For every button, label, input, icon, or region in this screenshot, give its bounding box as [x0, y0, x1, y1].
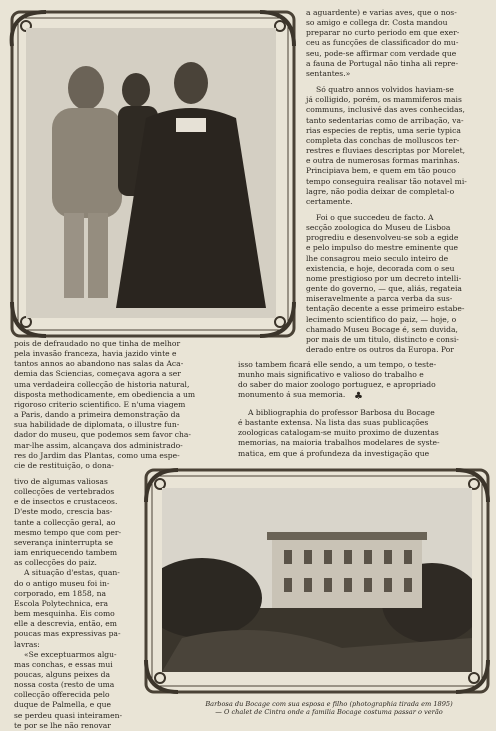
text-line: tantos annos ao abandono nas salas da Aca- [14, 359, 184, 369]
text-line: sentantes.» [306, 68, 351, 78]
text-line: mesmo tempo que com per- [14, 527, 122, 537]
text-line: preparar no curto periodo em que exer- [306, 28, 460, 38]
text-line: seu, pode-se affirmar com verdade que [306, 48, 457, 58]
text-line: rias especies de reptis, uma serie typica [306, 125, 461, 135]
text-line: a aguardente) e varias aves, que o nos- [306, 8, 457, 17]
text-line: collecções de vertebrados [14, 487, 115, 497]
bibliography-paragraph [238, 408, 490, 459]
text-line: ceu as funcções de classificador do mu- [306, 38, 459, 48]
text-line: matica, em que á profundeza da investigação que [238, 448, 430, 458]
text-line: mas conchas, e essas mui [14, 659, 113, 669]
text-line: Escola Polytechnica, era [14, 598, 108, 608]
text-line: certamente. [306, 196, 353, 206]
text-line: uma verdadeira collecção de historia natural, [14, 379, 190, 389]
text-line: tentação decente a esse primeiro estabe- [306, 304, 465, 314]
left-column-lower-text [14, 477, 134, 731]
text-line: rigoroso criterio scientifico. E n'uma viagem [14, 399, 186, 409]
text-line: disposta methodicamente, em obediencia a um [14, 389, 196, 399]
text-line: sua habilidade de diplomata, o illustre fun- [14, 420, 180, 430]
text-line: lhe consagrou meio seculo inteiro de [306, 253, 449, 263]
text-line: te por se lhe não renovar [14, 720, 111, 730]
caption-line-2: — O chalet de Cintra onde a familia Bocage costuma passar o verão [215, 708, 443, 716]
text-line: Principiava bem, e quem em tão pouco [306, 166, 456, 176]
text-line: Só quatro annos volvidos haviam-se [316, 85, 454, 95]
text-line: collecção offerecida pelo [14, 690, 110, 700]
text-line: tivo de algumas valiosas [14, 477, 108, 486]
right-column-mid-text [238, 360, 490, 401]
text-line: duque de Palmella, e que [14, 700, 111, 710]
text-line: iam enriquecendo tambem [14, 548, 118, 558]
text-line: chamado Museu Bocage é, sem duvida, [306, 324, 458, 334]
text-line: tempo conseguira realisar tão notavel mi- [306, 176, 467, 186]
text-line: nome prestigioso por um decreto intelli- [306, 273, 462, 283]
text-line: so amigo e collega dr. Costa mandou [306, 18, 448, 28]
left-column-upper-text [14, 339, 218, 471]
right-column-top-text [306, 8, 490, 355]
text-line: munho mais significativo e valioso do trabalho e [238, 370, 424, 380]
text-line: res do Jardim das Plantas, como uma espe- [14, 450, 180, 460]
text-line: mar-lhe assim, alcançava dos administrado- [14, 440, 183, 450]
text-line: pois de defraudado no que tinha de melhor [14, 339, 181, 348]
text-line: e pelo impulso do mestre eminente que [306, 243, 459, 253]
text-line: pela invasão franceza, havia jazido vinte e [14, 349, 177, 359]
text-line: derado entre os outros da Europa. Por [306, 345, 454, 354]
text-line: corporado, em 1858, na [14, 588, 106, 598]
text-line: miseravelmente a parca verba da sus- [306, 294, 453, 304]
text-line: memorias, na maioria trabalhos modelares de syste- [238, 438, 440, 448]
text-line: isso tambem ficará elle sendo, a um tempo, o teste- [238, 360, 437, 369]
text-line: «Se exceptuarmos algu- [24, 649, 117, 659]
text-line: bem mesquinha. Eis como [14, 609, 115, 619]
text-line: communs, inclusivé das aves conhecidas, [306, 105, 465, 115]
text-line: lavras: [14, 639, 40, 649]
text-line: existencia, e hoje, decorada com o seu [306, 263, 455, 273]
text-line: Foi o que succedeu de facto. A [316, 212, 434, 222]
text-line: e de insectos e crustaceos. [14, 497, 118, 507]
text-line: restres e fluviaes descriptas por Morelet, [306, 146, 466, 156]
text-line: por mais de um titulo, distincto e consi- [306, 334, 459, 344]
text-line: tanto sedentarias como de arribação, va- [306, 115, 464, 125]
section-divider-ornament: ♣ [354, 391, 363, 402]
text-line: e outra de numerosas formas marinhas. [306, 156, 460, 166]
text-line: elle a descrevia, então, em [14, 619, 117, 629]
text-line: dador do museu, que podemos sem favor cha- [14, 430, 191, 440]
chalet-scene [162, 488, 472, 672]
chalet-cintra-photo [162, 488, 472, 672]
text-line: cie de restituição, o dona- [14, 460, 114, 470]
text-line: monumento á sua memoria. [238, 390, 346, 400]
text-line: nossa costa (resto de uma [14, 680, 115, 690]
text-line: do o antigo museu foi in- [14, 578, 110, 588]
text-line: gente do governo, — que, aliás, regateia [306, 284, 462, 294]
text-line: progrediu e desenvolveu-se sob a egide [306, 233, 459, 243]
photo-caption [168, 700, 490, 716]
text-line: a fauna de Portugal não tinha ali repre- [306, 58, 459, 68]
text-line: do saber do maior zoologo portuguez, e apropriado [238, 380, 436, 390]
text-line: severança ininterrupta se [14, 537, 113, 547]
text-line: demia das Sciencias, começava agora a ser [14, 369, 181, 379]
text-line: D'este modo, crescia bas- [14, 507, 113, 517]
text-line: se perdeu quasi inteiramen- [14, 710, 123, 720]
text-line: A bibliographia do professor Barbosa du Bocage [248, 408, 435, 417]
caption-line-1: Barbosa du Bocage com sua esposa e filho (photographia tirada em 1895) [205, 700, 453, 708]
text-line: é bastante extensa. Na lista das suas publicações [238, 418, 429, 428]
text-line: as collecções do paiz. [14, 558, 97, 568]
family-portrait-figures [26, 28, 276, 318]
family-portrait-photo [26, 28, 276, 318]
text-line: completa das conchas de molluscos ter- [306, 135, 460, 145]
text-line: A situação d'estas, quan- [24, 568, 120, 578]
text-line: lagre, não podia deixar de completal-o [306, 186, 455, 196]
text-line: poucas, alguns peixes da [14, 669, 110, 679]
text-line: já colligido, porém, os mammiferos mais [306, 95, 462, 105]
text-line: tante a collecção geral, ao [14, 517, 116, 527]
text-line: poucas mas expressivas pa- [14, 629, 121, 639]
text-line: a Paris, dando a primeira demonstração da [14, 410, 180, 420]
text-line: lecimento scientifico do paiz, — hoje, o [306, 314, 457, 324]
text-line: secção zoologica do Museu de Lisboa [306, 223, 451, 233]
text-line: zoologicas catalogam-se muito proximo de duzentas [238, 428, 439, 438]
